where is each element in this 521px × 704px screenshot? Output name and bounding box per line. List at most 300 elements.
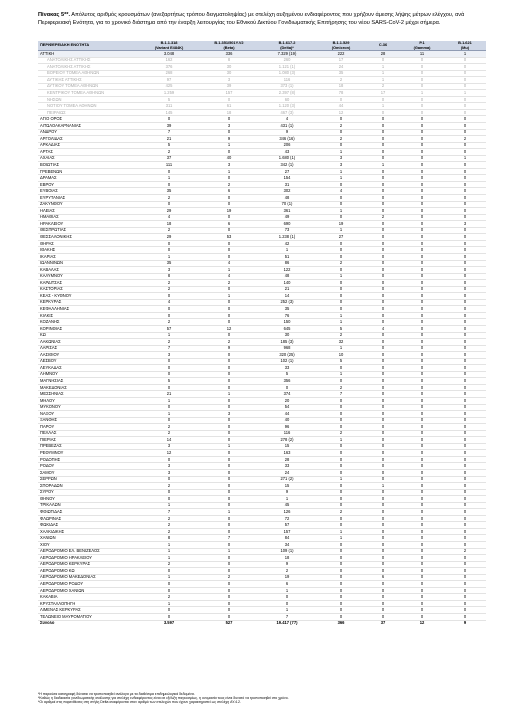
column-header-alpha: B.1.1.318 (Variant E484K) [138,41,200,51]
count-cell: 271 (2) [258,476,316,483]
count-cell: 2 [138,339,200,346]
region-cell: ΛΑΡΙΣΑΣ [38,345,138,352]
count-cell: 0 [316,365,366,372]
region-cell: ΚΡΥΣΤΑΛΛΟΠΗΓΗ [38,600,138,607]
count-cell: 1 [200,267,258,274]
table-number: Πίνακας 5**. [38,12,70,18]
count-cell: 2 [138,319,200,326]
count-cell: 2 [138,522,200,529]
count-cell: 0 [400,332,444,339]
count-cell: 0 [200,424,258,431]
count-cell: 2 [138,483,200,490]
count-cell: 0 [444,515,486,522]
region-cell: ΧΙΟΥ [38,542,138,549]
count-cell: 0 [366,332,400,339]
count-cell: 0 [400,136,444,143]
count-cell: 0 [400,404,444,411]
region-cell: ΕΥΡΥΤΑΝΙΑΣ [38,195,138,202]
count-cell: 0 [366,489,400,496]
count-cell: 0 [200,253,258,260]
count-cell: 76 [258,312,316,319]
count-cell: 0 [200,594,258,601]
count-cell: 0 [444,293,486,300]
count-cell: 0 [366,561,400,568]
count-cell: 366 [316,620,366,626]
count-cell: 33 [258,463,316,470]
region-cell: ΒΟΡΕΙΟΥ ΤΟΜΕΑ ΑΘΗΝΩΝ [38,70,138,77]
count-cell: 35 [138,260,200,267]
count-cell: 0 [200,195,258,202]
count-cell: 0 [444,208,486,215]
count-cell: 0 [200,528,258,535]
count-cell: 0 [444,70,486,77]
count-cell: 0 [444,234,486,241]
count-cell: 0 [400,568,444,575]
count-cell: 0 [316,306,366,313]
count-cell: 6 [200,221,258,228]
region-cell: ΛΑΣΙΘΙΟΥ [38,352,138,359]
column-header-delta: B.1.617.2 (Delta)* [258,41,316,51]
count-cell: 0 [400,581,444,588]
region-cell: ΠΙΕΡΙΑΣ [38,437,138,444]
count-cell: 302 [258,188,316,195]
count-cell: 37 [138,155,200,162]
count-cell: 2 [138,286,200,293]
count-cell: 2 [138,430,200,437]
count-cell: 0 [316,496,366,503]
count-cell: 0 [366,378,400,385]
count-cell: 150 [258,319,316,326]
count-cell: 0 [200,489,258,496]
count-cell: 5 [138,96,200,103]
count-cell: 0 [444,188,486,195]
count-cell: 20 [258,397,316,404]
count-cell: 0 [400,548,444,555]
count-cell: 3 [316,155,366,162]
count-cell: 0 [366,450,400,457]
region-cell: ΚΕΦΑΛΛΗΝΙΑΣ [38,306,138,313]
count-cell: 0 [200,522,258,529]
count-cell: 28 [258,456,316,463]
count-cell: 0 [316,587,366,594]
count-cell: 0 [444,77,486,84]
region-cell: ΒΟΙΩΤΙΑΣ [38,162,138,169]
count-cell: 320 (25) [258,352,316,359]
count-cell: 690 [258,221,316,228]
count-cell: 0 [444,535,486,542]
region-cell: ΜΕΣΣΗΝΙΑΣ [38,391,138,398]
count-cell: 0 [366,411,400,418]
count-cell: 0 [316,280,366,287]
region-cell: ΓΡΕΒΕΝΩΝ [38,168,138,175]
count-cell: 0 [316,201,366,208]
region-cell: ΑΕΡΟΔΡΟΜΙΟ ΜΑΚΕΔΟΝΙΑΣ [38,574,138,581]
count-cell: 5 [316,325,366,332]
count-cell: 0 [366,424,400,431]
column-header-gamma: P.1 (Gamma) [400,41,444,51]
footnote: *Οι αριθμοί στις παρενθέσεις στη στήλη Delta αναφέρονται στον αριθμό των στελεχών που έχουν χαρακτηριστεί ως στελέχη AY.4.2. [38,700,241,704]
count-cell: 0 [400,339,444,346]
count-cell: 0 [366,123,400,130]
count-cell: 9 [200,136,258,143]
count-cell: 0 [366,136,400,143]
region-cell: ΘΗΝΟΥ [38,496,138,503]
count-cell: 43 [258,149,316,156]
count-cell: 1 [400,90,444,97]
footnotes [38,692,498,704]
count-cell: 0 [200,397,258,404]
count-cell: 5 [316,358,366,365]
count-cell: 37 [366,620,400,626]
count-cell: 4 [200,273,258,280]
count-cell: 346 (16) [258,136,316,143]
count-cell: 0 [366,312,400,319]
count-cell: 0 [444,528,486,535]
count-cell: 0 [316,568,366,575]
count-cell: 0 [200,227,258,234]
count-cell: 0 [316,195,366,202]
count-cell: 0 [316,293,366,300]
count-cell: 9 [258,129,316,136]
region-cell: ΚΙΛΚΙΣ [38,312,138,319]
count-cell: 0 [200,358,258,365]
region-cell: ΣΥΡΟΥ [38,489,138,496]
region-cell: ΗΡΑΚΛΕΙΟΥ [38,221,138,228]
region-cell: ΛΕΣΒΟΥ [38,358,138,365]
count-cell: 24 [258,470,316,477]
count-cell: 3 [138,470,200,477]
column-header-beta: B.1.351/501Y.V2 (Beta) [200,41,258,51]
count-cell: 185 (3) [258,339,316,346]
count-cell: 8 [138,535,200,542]
count-cell: 2 [366,83,400,90]
region-cell: ΜΗΛΟΥ [38,397,138,404]
count-cell: 4 [316,188,366,195]
region-cell: ΛΕΥΚΑΔΑΣ [38,365,138,372]
count-cell: 2 [200,574,258,581]
count-cell: 0 [316,456,366,463]
count-cell: 96 [258,424,316,431]
count-cell: 42 [258,240,316,247]
count-cell: 0 [444,496,486,503]
count-cell: 21 [138,136,200,143]
count-cell: 0 [316,181,366,188]
count-cell: 0 [200,352,258,359]
count-cell: 53 [200,234,258,241]
count-cell: 0 [316,299,366,306]
count-cell: 0 [400,188,444,195]
region-cell: ΝΟΤΙΟΥ ΤΟΜΕΑ ΑΘΗΝΩΝ [38,103,138,110]
count-cell: 0 [444,502,486,509]
count-cell: 0 [366,227,400,234]
count-cell: 2 [138,561,200,568]
count-cell: 4 [138,214,200,221]
count-cell: 0 [366,293,400,300]
region-cell: ΦΘΙΩΤΙΔΑΣ [38,509,138,516]
count-cell: 32 [316,339,366,346]
region-cell: ΠΕΙΡΑΙΩΣ [38,109,138,116]
count-cell: 4 [200,260,258,267]
region-cell: ΡΟΔΟΥ [38,463,138,470]
count-cell: 0 [138,417,200,424]
count-cell: 0 [200,214,258,221]
count-cell: 12 [400,620,444,626]
region-cell: ΦΛΩΡΙΝΑΣ [38,515,138,522]
count-cell: 0 [444,149,486,156]
column-header-mu: B.1.621 (Mu) [444,41,486,51]
region-cell: ΞΑΝΘΗΣ [38,417,138,424]
count-cell: 0 [366,339,400,346]
count-cell: 0 [200,129,258,136]
count-cell: 1 [316,312,366,319]
region-cell: ΑΕΡΟΔΡΟΜΙΟ ΚΩ [38,568,138,575]
count-cell: 1 [316,168,366,175]
region-cell: ΛΗΜΝΟΥ [38,371,138,378]
region-cell: ΗΛΕΙΑΣ [38,208,138,215]
count-cell: 27 [258,168,316,175]
count-cell: 0 [366,515,400,522]
count-cell: 0 [400,162,444,169]
count-cell: 0 [400,70,444,77]
count-cell: 0 [444,371,486,378]
count-cell: 0 [400,397,444,404]
region-cell: ΚΟΖΑΝΗΣ [38,319,138,326]
count-cell: 0 [200,404,258,411]
count-cell: 0 [200,502,258,509]
region-cell: ΑΝΑΤΟΛΙΚΗΣ ΑΤΤΙΚΗΣ [38,57,138,64]
count-cell: 0 [400,424,444,431]
count-cell: 8 [138,273,200,280]
region-cell: ΦΩΚΙΔΑΣ [38,522,138,529]
count-cell: 0 [400,476,444,483]
count-cell: 0 [366,371,400,378]
count-cell: 0 [366,149,400,156]
column-header-region: ΠΕΡΙΦΕΡΕΙΑΚΗ ΕΝΟΤΗΤΑ [38,41,138,51]
count-cell: 1 [316,371,366,378]
count-cell: 0 [400,116,444,123]
count-cell: 0 [316,116,366,123]
count-cell: 1 [316,227,366,234]
count-cell: 0 [400,443,444,450]
count-cell: 1 [138,397,200,404]
count-cell: 0 [400,614,444,621]
count-cell: 0 [400,149,444,156]
count-cell: 467 (3) [258,109,316,116]
count-cell: 0 [400,384,444,391]
count-cell: 0 [316,404,366,411]
count-cell: 373 (1) [258,83,316,90]
count-cell: 0 [400,456,444,463]
count-cell: 39 [138,123,200,130]
region-cell: ΕΥΒΟΙΑΣ [38,188,138,195]
count-cell: 0 [400,463,444,470]
count-cell: 2 [316,136,366,143]
count-cell: 28 [366,51,400,58]
count-cell: 0 [444,450,486,457]
count-cell: 48 [258,273,316,280]
count-cell: 145 [138,109,200,116]
count-cell: 0 [316,483,366,490]
count-cell: 1 [138,574,200,581]
region-cell: ΘΕΣΣΑΛΟΝΙΚΗΣ [38,234,138,241]
count-cell: 0 [444,83,486,90]
region-cell: ΝΗΣΩΝ [38,96,138,103]
count-cell: 0 [316,417,366,424]
count-cell: 17 [316,57,366,64]
count-cell: 1 [316,175,366,182]
count-cell: 19.417 (77) [258,620,316,626]
count-cell: 1 [366,103,400,110]
count-cell: 0 [200,240,258,247]
count-cell: 0 [138,181,200,188]
count-cell: 0 [258,384,316,391]
count-cell: 2 [444,136,486,143]
count-cell: 8 [200,57,258,64]
count-cell: 0 [200,384,258,391]
count-cell: 1 [316,535,366,542]
count-cell: 4 [366,325,400,332]
count-cell: 2 [138,594,200,601]
region-cell: ΑΝΔΡΟΥ [38,129,138,136]
count-cell: 0 [366,352,400,359]
count-cell: 0 [366,463,400,470]
count-cell: 0 [366,116,400,123]
count-cell: 0 [366,384,400,391]
region-cell: ΔΥΤΙΚΟΥ ΤΟΜΕΑ ΑΘΗΝΩΝ [38,83,138,90]
count-cell: 0 [400,365,444,372]
count-cell: 0 [138,168,200,175]
count-cell: 0 [444,391,486,398]
count-cell: 0 [316,142,366,149]
count-cell: 3 [200,77,258,84]
count-cell: 0 [366,260,400,267]
count-cell: 374 [258,391,316,398]
count-cell: 2 [316,77,366,84]
count-cell: 0 [316,607,366,614]
count-cell: 49 [258,214,316,221]
region-cell: ΑΧΑΪΑΣ [38,155,138,162]
count-cell: 0 [400,345,444,352]
count-cell: 0 [444,437,486,444]
count-cell: 0 [444,325,486,332]
count-cell: 3 [138,443,200,450]
region-cell: ΜΑΚΕΔΟΝΙΑΣ [38,384,138,391]
count-cell: 0 [316,502,366,509]
count-cell: 0 [366,548,400,555]
count-cell: 18 [138,221,200,228]
count-cell: 51 [258,253,316,260]
count-cell: 10 [316,352,366,359]
count-cell: 0 [444,522,486,529]
count-cell: 1 [258,607,316,614]
count-cell: 0 [400,168,444,175]
count-cell: 0 [444,339,486,346]
count-cell: 122 [258,267,316,274]
count-cell: 0 [200,600,258,607]
count-cell: 9 [444,620,486,626]
count-cell: 0 [200,332,258,339]
count-cell: 157 [258,528,316,535]
count-cell: 7 [258,614,316,621]
count-cell: 111 [138,162,200,169]
count-cell: 97 [138,77,200,84]
count-cell: 0 [400,286,444,293]
count-cell: 116 [258,430,316,437]
count-cell: 0 [316,542,366,549]
count-cell: 0 [400,496,444,503]
count-cell: 0 [400,306,444,313]
count-cell: 2 [316,260,366,267]
count-cell: 1 [444,90,486,97]
count-cell: 0 [400,208,444,215]
count-cell: 35 [138,188,200,195]
count-cell: 1.259 [138,90,200,97]
count-cell: 2 [138,227,200,234]
count-cell: 0 [400,57,444,64]
variants-table [38,41,486,626]
count-cell: 0 [316,397,366,404]
region-cell: ΣΑΜΟΥ [38,470,138,477]
count-cell: 0 [366,142,400,149]
count-cell: 1 [316,476,366,483]
count-cell: 1 [200,509,258,516]
count-cell: 0 [400,312,444,319]
count-cell: 2 [316,384,366,391]
count-cell: 1 [258,587,316,594]
count-cell: 0 [444,306,486,313]
count-cell: 0 [444,384,486,391]
count-cell: 0 [316,600,366,607]
count-cell: 0 [258,600,316,607]
count-cell: 3.597 [138,620,200,626]
count-cell: 29 [138,234,200,241]
count-cell: 0 [200,378,258,385]
count-cell: 0 [400,280,444,287]
count-cell: 0 [444,280,486,287]
count-cell: 0 [444,214,486,221]
count-cell: 4 [138,299,200,306]
count-cell: 0 [400,391,444,398]
footnote: *Καθώς η διαδικασία γονιδιωματικής ανάλυσης για στελέχη ενδιαφέροντος είναι σε εξέλιξη παγκοσμίως, η ονομασία τους είναι δυνατό να τροποποιηθεί στο χρόνο. [38,696,289,701]
count-cell: 0 [400,502,444,509]
count-cell: 0 [316,253,366,260]
count-cell: 73 [258,227,316,234]
count-cell: 1 [316,149,366,156]
table-caption [38,12,486,28]
count-cell: 0 [366,345,400,352]
count-cell: 21 [138,391,200,398]
count-cell: 0 [444,594,486,601]
count-cell: 0 [444,345,486,352]
region-cell: ΔΡΑΜΑΣ [38,175,138,182]
count-cell: 2 [138,280,200,287]
region-cell: ΙΚΑΡΙΑΣ [38,253,138,260]
count-cell: 0 [200,450,258,457]
count-cell: 2 [138,424,200,431]
count-cell: 0 [444,607,486,614]
count-cell: 0 [400,555,444,562]
count-cell: 19 [258,574,316,581]
count-cell: 0 [444,614,486,621]
count-cell: 0 [200,542,258,549]
region-cell: ΚΑΣΤΟΡΙΑΣ [38,286,138,293]
count-cell: 0 [400,489,444,496]
count-cell: 0 [366,175,400,182]
count-cell: 3 [200,411,258,418]
count-cell: 431 (1) [258,123,316,130]
count-cell: 0 [400,293,444,300]
count-cell: 0 [366,496,400,503]
